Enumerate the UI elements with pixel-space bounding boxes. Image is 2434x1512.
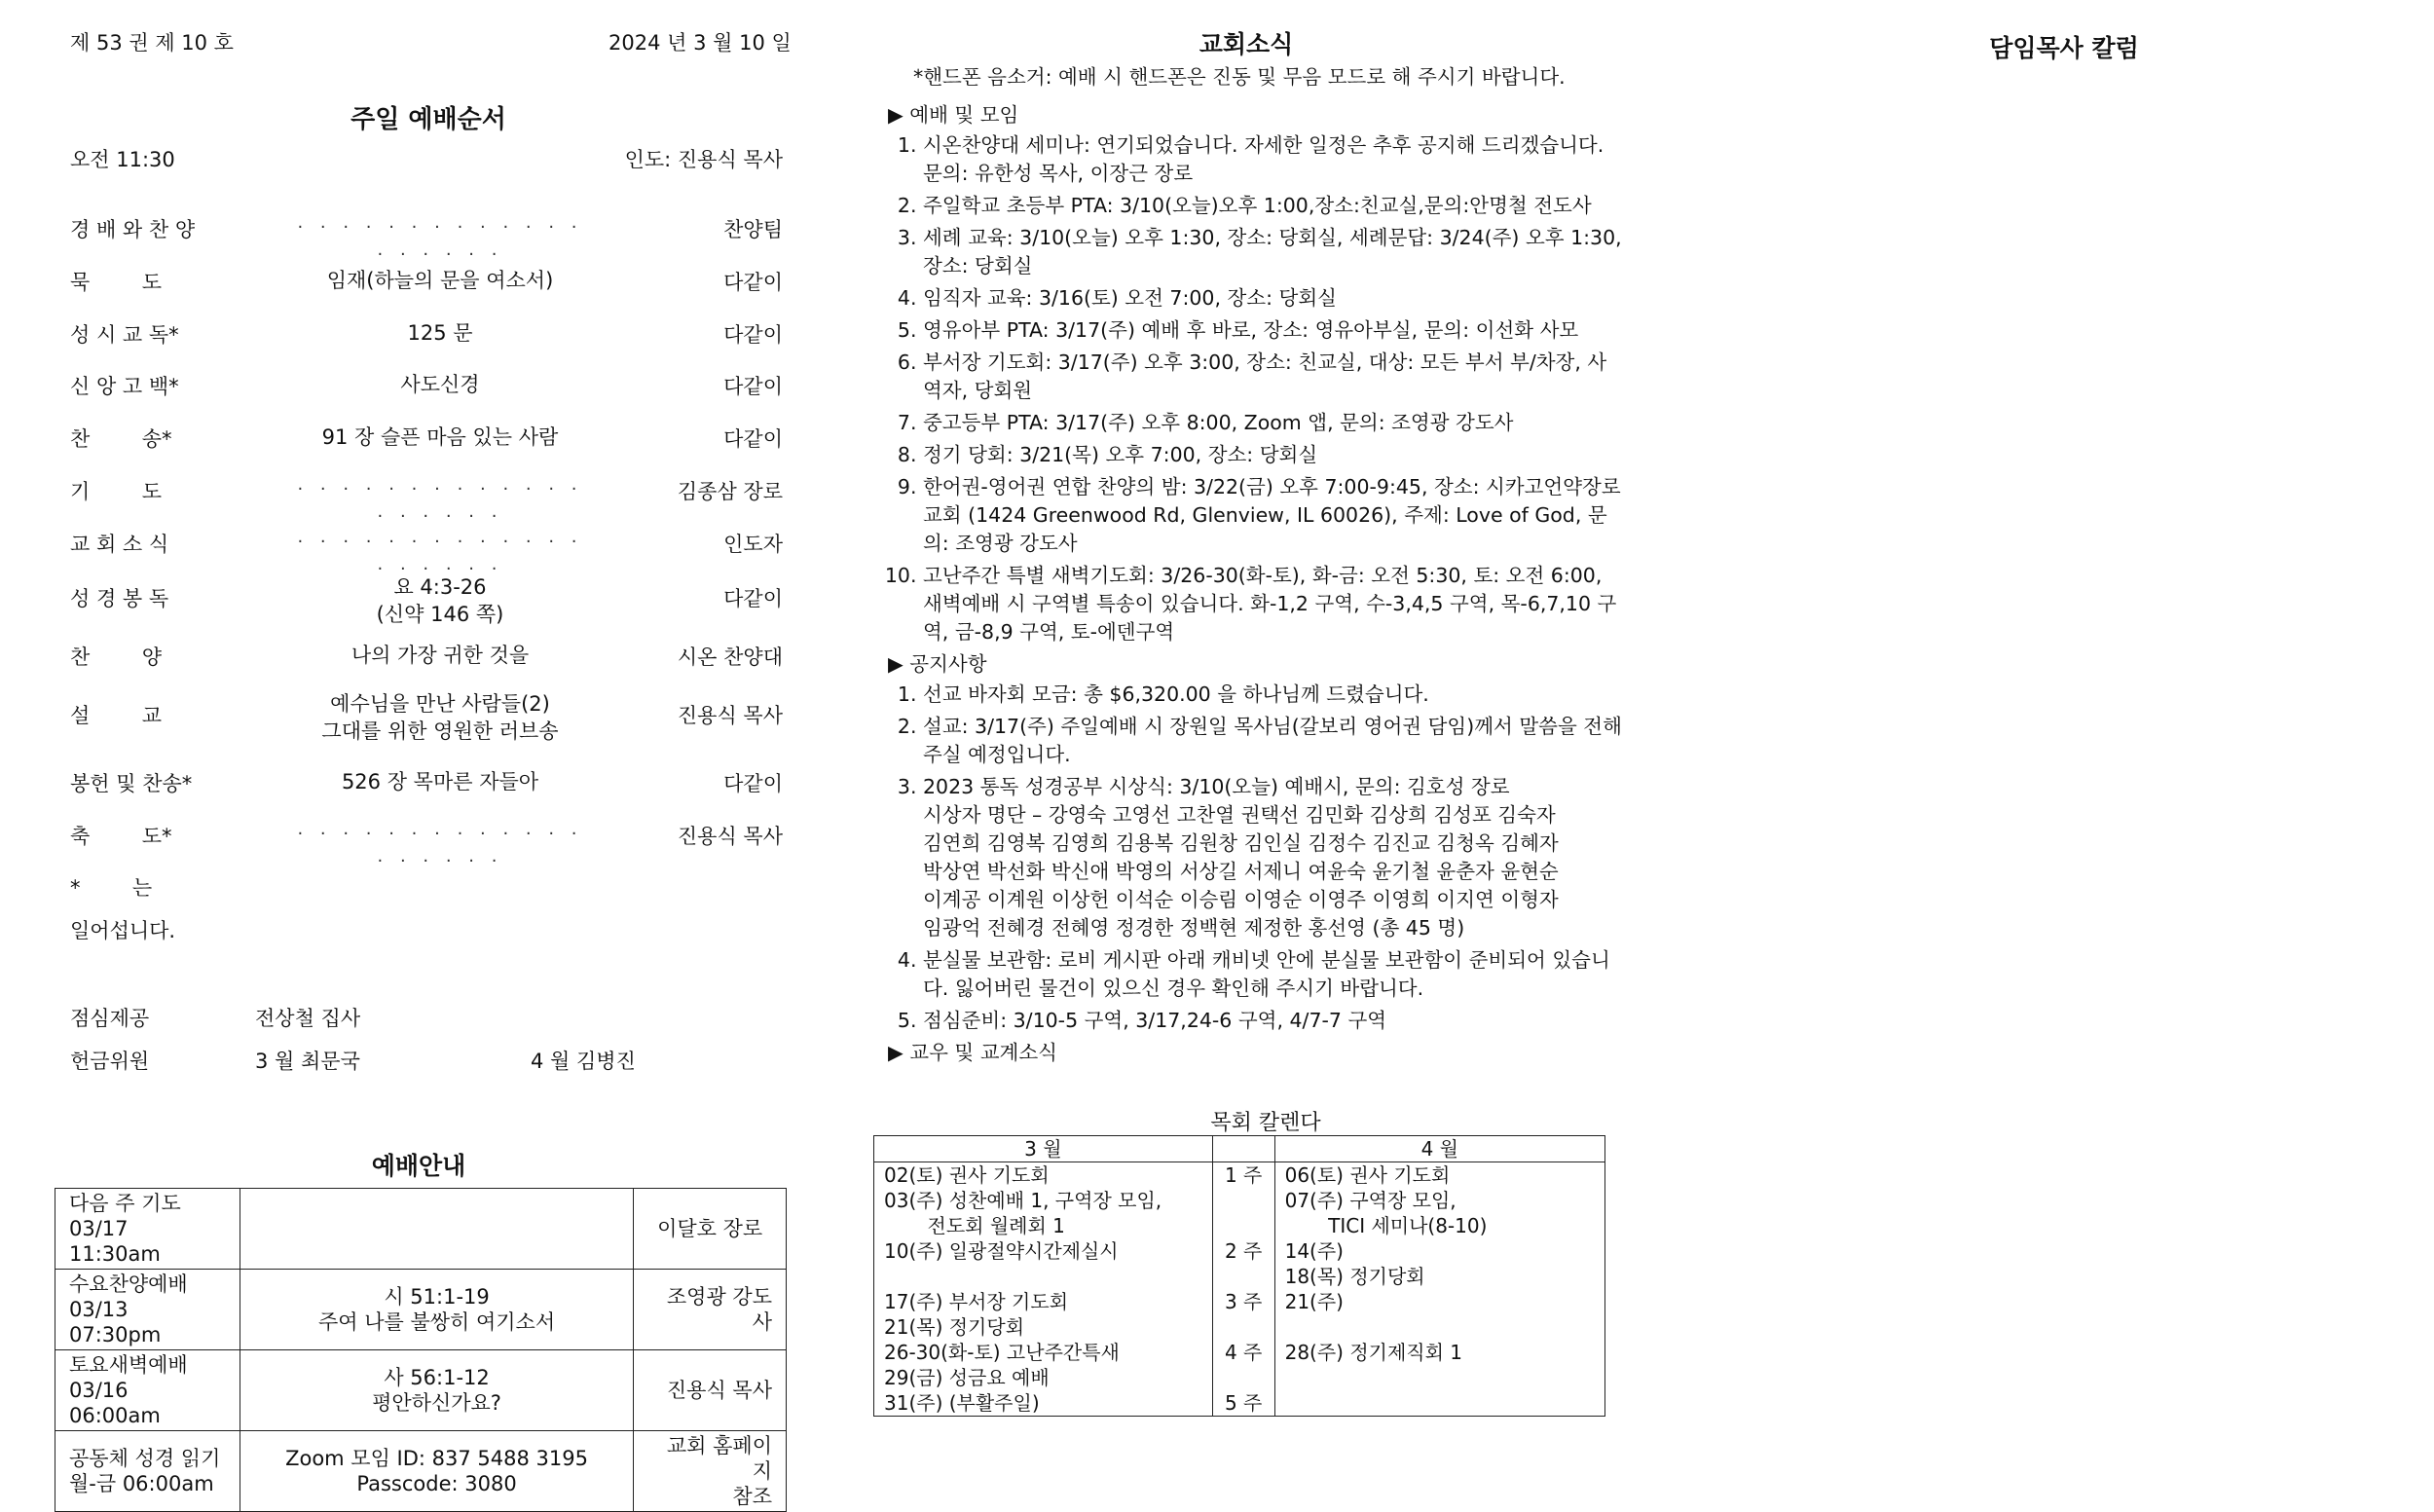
announcement-item: 3. 세례 교육: 3/10(오늘) 오후 1:30, 장소: 당회실, 세례문답: 3/24(주) 오후 1:30, 장소: 당회실: [923, 224, 1624, 280]
order-item: [70, 815, 783, 871]
worship-info-row: [55, 1270, 787, 1350]
section-notices: ▶ 공지사항: [888, 652, 987, 676]
order-item-label: 봉헌 및 찬송*: [70, 772, 193, 795]
notice-item: [923, 713, 1624, 769]
worship-info-row: [55, 1350, 787, 1431]
order-item: [70, 261, 783, 300]
awardee-line: 시상자 명단 – 강영숙 고영선 고찬열 권택선 김민화 김상희 김성포 김숙자: [923, 803, 1556, 827]
order-item-label: 성 경 봉 독: [70, 587, 169, 610]
order-item-label: 신 앙 고 백*: [70, 375, 179, 398]
calendar-march-cell-line: 21(목) 정기당회: [884, 1315, 1025, 1339]
order-item-detail: [294, 821, 586, 875]
order-item-detail: [294, 424, 586, 451]
worship-info-service-line: 월-금 06:00am: [69, 1472, 214, 1495]
order-item-detail-line: 91 장 슬픈 마음 있는 사람: [321, 425, 559, 449]
order-item-detail: [294, 642, 586, 669]
announcement-item: 9. 한어권-영어권 연합 찬양의 밤: 3/22(금) 오후 7:00-9:45, 장소: 시카고언약장로교회 (1424 Greenwood Rd, Glenview, IL 60026), 주제: Love of God, 문의: 조영광 강도사: [923, 473, 1624, 558]
calendar-head-march: 3 월: [874, 1136, 1213, 1162]
awardee-line: 김연희 김영복 김영희 김용복 김원창 김인실 김정수 김진교 김청옥 김혜자: [923, 831, 1559, 855]
announcement-item: 1. 시온찬양대 세미나: 연기되었습니다. 자세한 일정은 추후 공지해 드리겠습니다. 문의: 유한성 목사, 이장근 장로: [923, 131, 1624, 188]
calendar-april-cell-line: 28(주) 정기제직회 1: [1284, 1341, 1463, 1364]
order-item-person: 다같이: [723, 587, 783, 610]
calendar-row: [874, 1390, 1605, 1417]
bulletin-date: 2024 년 3 월 10 일: [608, 31, 792, 55]
calendar-april-cell: [1274, 1162, 1604, 1239]
calendar-week: 2 주: [1212, 1238, 1274, 1289]
worship-info-service: [55, 1431, 240, 1512]
order-item-person: 찬양팀: [723, 218, 783, 241]
worship-info-detail-line: 사 56:1-12: [384, 1366, 490, 1389]
worship-info-person-line: 교회 홈페이지: [666, 1434, 772, 1483]
standing-note-2: 일어섭니다.: [70, 919, 176, 942]
order-item-label: 찬 송*: [70, 427, 172, 451]
calendar-april-cell-line: 06(토) 권사 기도회: [1284, 1163, 1451, 1187]
order-item-label: 기 도: [70, 480, 162, 503]
standing-note: * 는: [70, 876, 153, 900]
order-item-label: 교 회 소 식: [70, 533, 169, 556]
worship-info-detail-line: Passcode: 3080: [356, 1472, 517, 1495]
worship-info-person-line: 이달호 장로: [657, 1217, 763, 1240]
calendar-april-cell: [1274, 1289, 1604, 1340]
calendar-april-cell-line: [1285, 1314, 1595, 1340]
order-item: [70, 365, 783, 404]
calendar-april-cell-line: [1285, 1365, 1595, 1390]
calendar-april-cell: [1274, 1340, 1604, 1390]
calendar-march-cell-line: 전도회 월례회 1: [884, 1214, 1065, 1237]
service-leader: 인도: 진용식 목사: [624, 148, 783, 171]
calendar-april-cell-line: 21(주): [1284, 1290, 1344, 1313]
awardee-line: 임광억 전혜경 전혜영 정경한 정백현 제정한 홍선영 (총 45 명): [923, 916, 1465, 940]
volume-issue: 제 53 권 제 10 호: [70, 31, 234, 55]
order-item-label: 찬 양: [70, 645, 162, 669]
calendar-march-cell-line: 03(주) 성찬예배 1, 구역장 모임,: [884, 1189, 1162, 1212]
announcement-item: 8. 정기 당회: 3/21(목) 오후 7:00, 장소: 당회실: [923, 441, 1624, 469]
order-item: [70, 523, 783, 579]
calendar-april-cell: [1274, 1238, 1604, 1289]
worship-info-person: [634, 1350, 787, 1431]
announcement-item: 7. 중고등부 PTA: 3/17(주) 오후 8:00, Zoom 앱, 문의: 조영광 강도사: [923, 409, 1624, 437]
order-item-label: 경 배 와 찬 양: [70, 218, 196, 241]
order-item-person: 진용식 목사: [677, 704, 783, 727]
announcement-item: 5. 영유아부 PTA: 3/17(주) 예배 후 바로, 장소: 영유아부실, 문의: 이선화 사모: [923, 316, 1624, 345]
order-item-detail-line: 예수님을 만난 사람들(2): [330, 692, 550, 716]
calendar-week: 1 주: [1212, 1162, 1274, 1239]
worship-info-service: [55, 1270, 240, 1350]
order-item: [70, 692, 783, 743]
calendar-april-cell-line: 07(주) 구역장 모임,: [1284, 1189, 1457, 1212]
order-item: [70, 418, 783, 457]
worship-info-detail: [240, 1189, 633, 1270]
calendar-week: 3 주: [1212, 1289, 1274, 1340]
worship-info-service-line: 다음 주 기도: [69, 1192, 181, 1215]
notice-item: [923, 681, 1624, 709]
meetings-list: [884, 131, 1624, 646]
calendar-row: [874, 1289, 1605, 1340]
calendar-april-cell: [1274, 1390, 1604, 1417]
worship-info-person: [634, 1189, 787, 1270]
calendar-head-april: 4 월: [1274, 1136, 1604, 1162]
order-item-label: 묵 도: [70, 271, 162, 294]
order-item: [70, 470, 783, 527]
calendar-march-cell-line: 02(토) 권사 기도회: [884, 1163, 1050, 1187]
offering-april: 4 월 김병진: [531, 1050, 636, 1073]
worship-info-detail: [240, 1270, 633, 1350]
order-item-person: 다같이: [723, 323, 783, 347]
order-item-detail-line: · · · · · · · · · · · · · · · · · · ·: [297, 479, 583, 527]
notice-item-text: 3. 2023 통독 성경공부 시상식: 3/10(오늘) 예배시, 문의: 김호성 장로: [923, 775, 1510, 798]
order-item-detail-line: 사도신경: [400, 373, 480, 396]
calendar-april-cell-line: [1285, 1390, 1595, 1416]
order-item-detail-line: · · · · · · · · · · · · · · · · · · ·: [297, 217, 583, 265]
order-item-person: 김종삼 장로: [677, 480, 783, 503]
offering-label: 헌금위원: [70, 1050, 150, 1073]
calendar-march-cell-line: 17(주) 부서장 기도회: [884, 1290, 1069, 1313]
announcement-item: 10. 고난주간 특별 새벽기도회: 3/26-30(화-토), 화-금: 오전 5:30, 토: 오전 6:00, 새벽예배 시 구역별 특송이 있습니다. 화-1,2 구역, 수-3,4,5 구역, 목-6,7,10 구역, 금-8,9 구역, 토-에덴구역: [923, 562, 1624, 646]
calendar-row: [874, 1238, 1605, 1289]
announcement-item: 4. 임직자 교육: 3/16(토) 오전 7:00, 장소: 당회실: [923, 284, 1624, 313]
order-item-detail-line: 나의 가장 귀한 것을: [350, 644, 530, 667]
calendar-april-cell-line: 14(주): [1284, 1239, 1344, 1263]
announcements: [884, 97, 1624, 1069]
calendar-march-cell: [874, 1390, 1213, 1417]
awardee-line: 박상연 박선화 박신애 박영의 서상길 서제니 여윤숙 윤기철 윤춘자 윤현순: [923, 860, 1559, 883]
worship-info-service: [55, 1350, 240, 1431]
worship-info-service: [55, 1189, 240, 1270]
order-title: 주일 예배순서: [350, 105, 506, 134]
announcement-item: 2. 주일학교 초등부 PTA: 3/10(오늘)오후 1:00,장소:친교실,문의:안명철 전도사: [923, 192, 1624, 220]
calendar-april-cell-line: 18(목) 정기당회: [1284, 1265, 1425, 1288]
worship-info-service-line: 03/17 11:30am: [69, 1217, 161, 1266]
notice-item-text: 1. 선교 바자회 모금: 총 $6,320.00 을 하나님께 드렸습니다.: [923, 682, 1429, 706]
order-item-detail-line: 임재(하늘의 문을 여소서): [326, 269, 554, 292]
worship-info-detail-line: 시 51:1-19: [384, 1285, 490, 1309]
worship-info-row: [55, 1431, 787, 1512]
lunch-label: 점심제공: [70, 1007, 150, 1030]
order-item: [70, 575, 783, 626]
section-meetings: ▶ 예배 및 모임: [888, 103, 1019, 127]
order-item-detail: [294, 690, 586, 745]
order-item-person: 인도자: [723, 533, 783, 556]
order-item-detail: [294, 267, 586, 294]
worship-info-row: [55, 1189, 787, 1270]
worship-info-detail-line: 주여 나를 불쌍히 여기소서: [317, 1310, 556, 1334]
column-title: 담임목사 칼럼: [1989, 34, 2139, 62]
order-item-person: 다같이: [723, 271, 783, 294]
news-title: 교회소식: [1199, 30, 1294, 58]
worship-info-detail: [240, 1350, 633, 1431]
order-item-detail-line: · · · · · · · · · · · · · · · · · · ·: [297, 824, 583, 871]
order-item-detail-line: 125 문: [407, 321, 473, 345]
order-item: [70, 636, 783, 675]
order-item-detail-line: · · · · · · · · · · · · · · · · · · ·: [297, 532, 583, 579]
worship-info-service-line: 공동체 성경 읽기: [69, 1447, 221, 1470]
notice-item-text: 4. 분실물 보관함: 로비 게시판 아래 캐비넷 안에 분실물 보관함이 준비되어 있습니다. 잃어버린 물건이 있으신 경우 확인해 주시기 바랍니다.: [923, 948, 1610, 1000]
worship-info-detail-line: Zoom 모임 ID: 837 5488 3195: [285, 1447, 588, 1470]
order-item: [70, 762, 783, 801]
announcement-item: 6. 부서장 기도회: 3/17(주) 오후 3:00, 장소: 친교실, 대상: 모든 부서 부/차장, 사역자, 당회원: [923, 349, 1624, 405]
order-item-detail: [294, 319, 586, 347]
calendar-march-cell: [874, 1162, 1213, 1239]
calendar-march-cell-line: 31(주) (부활주일): [884, 1391, 1040, 1415]
calendar-march-cell-line: 29(금) 성금요 예배: [884, 1366, 1050, 1389]
notices-list: [884, 681, 1624, 1035]
order-item-detail-line: 그대를 위한 영원한 러브송: [321, 719, 559, 743]
order-item-person: 다같이: [723, 375, 783, 398]
calendar-march-cell: [874, 1340, 1213, 1390]
notice-item-text: 5. 점심준비: 3/10-5 구역, 3/17,24-6 구역, 4/7-7 구역: [923, 1009, 1387, 1032]
worship-info-person: [634, 1431, 787, 1512]
calendar-march-cell: [874, 1238, 1213, 1289]
worship-info-service-line: 토요새벽예배: [69, 1353, 188, 1377]
worship-info-service-line: 수요찬양예배: [69, 1272, 188, 1296]
worship-info-service-line: 03/13 07:30pm: [69, 1298, 162, 1346]
order-item-detail: [294, 371, 586, 398]
calendar-march-cell: [874, 1289, 1213, 1340]
worship-info-person: [634, 1270, 787, 1350]
order-item-label: 성 시 교 독*: [70, 323, 179, 347]
order-item-detail: [294, 573, 586, 628]
notice-item: [923, 946, 1624, 1003]
notice-item: [923, 1007, 1624, 1035]
lunch-name: 전상철 집사: [255, 1007, 361, 1030]
order-item-label: 축 도*: [70, 825, 172, 848]
calendar-week: 5 주: [1212, 1390, 1274, 1417]
order-item-person: 다같이: [723, 772, 783, 795]
phone-note: *핸드폰 음소거: 예배 시 핸드폰은 진동 및 무음 모드로 해 주시기 바랍니다.: [913, 65, 1566, 89]
calendar-row: [874, 1162, 1605, 1239]
order-item-detail-line: (신약 146 쪽): [376, 603, 504, 626]
order-item-person: 진용식 목사: [677, 825, 783, 848]
calendar-march-cell-line: 26-30(화-토) 고난주간특새: [884, 1341, 1120, 1364]
worship-info-title: 예배안내: [371, 1152, 466, 1180]
calendar-row: [874, 1340, 1605, 1390]
offering-march: 3 월 최문국: [255, 1050, 360, 1073]
order-item-detail-line: 526 장 목마른 자들아: [341, 770, 539, 793]
worship-info-person-line: 조영광 강도사: [666, 1285, 772, 1334]
worship-info-service-line: 03/16 06:00am: [69, 1379, 161, 1427]
service-time: 오전 11:30: [70, 148, 175, 171]
worship-info-detail: [240, 1431, 633, 1512]
worship-info-table: [55, 1188, 787, 1512]
pastoral-calendar: [873, 1135, 1605, 1417]
notice-item-text: 2. 설교: 3/17(주) 주일예배 시 장원일 목사님(갈보리 영어권 담임)께서 말씀을 전해 주실 예정입니다.: [923, 715, 1622, 766]
worship-info-person-line: 참조: [732, 1485, 772, 1508]
calendar-march-cell-line: 10(주) 일광절약시간제실시: [884, 1239, 1119, 1263]
notice-item: [923, 773, 1624, 942]
order-item-label: 설 교: [70, 704, 162, 727]
calendar-week: 4 주: [1212, 1340, 1274, 1390]
worship-info-person-line: 진용식 목사: [666, 1379, 772, 1402]
calendar-march-cell-line: [884, 1264, 1202, 1289]
order-item: [70, 313, 783, 352]
order-item-person: 시온 찬양대: [677, 645, 783, 669]
order-item-person: 다같이: [723, 427, 783, 451]
calendar-title: 목회 칼렌다: [1210, 1111, 1321, 1135]
order-item-detail-line: 요 4:3-26: [393, 575, 487, 599]
section-members: ▶ 교우 및 교계소식: [888, 1041, 1057, 1064]
order-item: [70, 208, 783, 265]
calendar-april-cell-line: TICI 세미나(8-10): [1284, 1214, 1488, 1237]
awardee-line: 이계공 이계원 이상헌 이석순 이승림 이영순 이영주 이영희 이지연 이형자: [923, 888, 1559, 911]
worship-info-detail-line: 평안하신가요?: [372, 1391, 501, 1415]
order-item-detail: [294, 768, 586, 795]
